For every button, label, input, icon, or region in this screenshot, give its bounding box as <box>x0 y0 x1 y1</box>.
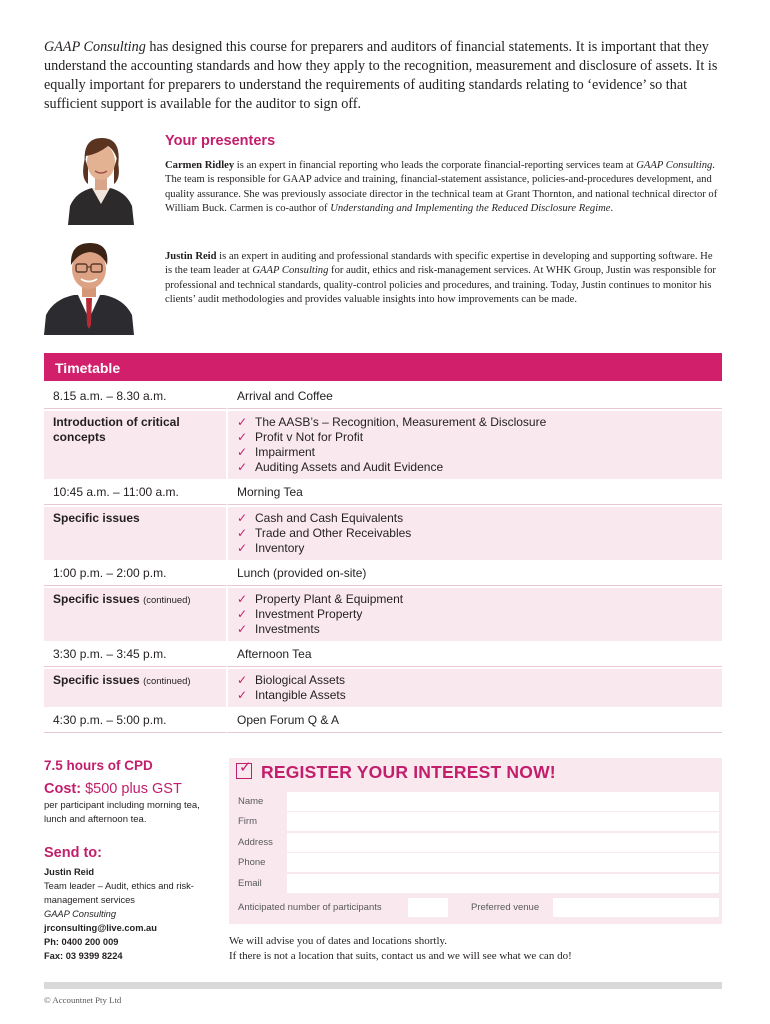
name-label: Name <box>238 796 264 807</box>
justin-bio-text-2: for audit, ethics and risk-management services. At WHK Group, Justin was responsible for professional and technical standards, quality-control policies and procedures, and training. Today, Justin continues to monitor his clients’ audit methodologies and provides valuable insights into how improvements can be made. <box>165 265 716 305</box>
justin-bio-text: is an expert in auditing and professional standards with specific expertise in developing and supporting software. He is the team leader at <box>165 251 713 277</box>
topic-text: Trade and Other Receivables <box>255 526 412 540</box>
topic-text: Profit v Not for Profit <box>255 430 364 444</box>
time-cell: 3:30 p.m. – 3:45 p.m. <box>44 643 226 667</box>
topic-item <box>237 541 714 556</box>
copyright: © Accountnet Pty Ltd <box>44 995 122 1005</box>
carmen-bio <box>165 159 720 216</box>
session-title-cell <box>44 588 226 641</box>
contact-role: Team leader – Audit, ethics and risk-management services <box>44 881 194 905</box>
course-info <box>44 758 214 963</box>
topic-item <box>237 511 714 526</box>
cost-label: Cost: <box>44 781 82 797</box>
topic-item <box>237 415 714 430</box>
topic-item <box>237 622 714 637</box>
address-field[interactable] <box>287 833 719 852</box>
timetable-table <box>44 383 722 735</box>
topic-item <box>237 460 714 475</box>
break-row <box>44 709 722 733</box>
session-note: (continued) <box>143 595 191 606</box>
carmen-bio-company: GAAP Consulting <box>636 160 713 171</box>
venue-label: Preferred venue <box>471 902 540 913</box>
break-row <box>44 385 722 409</box>
check-icon: ✓ <box>237 607 248 621</box>
presenters-heading: Your presenters <box>165 133 276 149</box>
check-icon: ✓ <box>237 592 248 606</box>
session-topics-cell <box>226 669 722 707</box>
activity-cell: Afternoon Tea <box>226 643 722 667</box>
activity-cell: Open Forum Q & A <box>226 709 722 733</box>
session-title: Specific issues <box>53 592 140 606</box>
contact-email[interactable]: jrconsulting@live.com.au <box>44 923 157 933</box>
timetable-header: Timetable <box>44 353 722 381</box>
register-title-text: REGISTER YOUR INTEREST NOW! <box>261 762 556 782</box>
firm-field[interactable] <box>287 812 719 831</box>
intro-paragraph <box>44 38 730 114</box>
register-title <box>236 759 556 783</box>
email-label: Email <box>238 878 262 889</box>
time-cell: 4:30 p.m. – 5:00 p.m. <box>44 709 226 733</box>
contact-phone: Ph: 0400 200 009 <box>44 937 119 947</box>
contact-fax: Fax: 03 9399 8224 <box>44 951 123 961</box>
session-title-cell <box>44 411 226 479</box>
location-note <box>229 934 729 964</box>
justin-reid-photo <box>44 235 134 335</box>
topic-text: Inventory <box>255 541 305 555</box>
cost-value: $500 plus GST <box>81 781 182 797</box>
contact-name: Justin Reid <box>44 867 95 877</box>
check-icon: ✓ <box>237 526 248 540</box>
check-icon: ✓ <box>237 445 248 459</box>
topic-text: Investments <box>255 622 320 636</box>
activity-cell: Morning Tea <box>226 481 722 505</box>
activity-cell: Lunch (provided on-site) <box>226 562 722 586</box>
topic-text: Intangible Assets <box>255 688 346 702</box>
topic-text: Investment Property <box>255 607 363 621</box>
check-icon: ✓ <box>237 430 248 444</box>
session-row <box>44 411 722 479</box>
topic-text: Biological Assets <box>255 673 346 687</box>
topic-item <box>237 688 714 703</box>
cost <box>44 781 214 797</box>
check-icon: ✓ <box>237 673 248 687</box>
carmen-bio-text-2: . The team is responsible for GAAP advice and training, financial-statement assistance, policies-and-procedures development, and quality assurance. She was previously associate director in the technical team at Grant Thornton, and national technical director of William Buck. Carmen is co-author of <box>165 160 718 214</box>
venue-field[interactable] <box>553 898 719 917</box>
session-row <box>44 507 722 560</box>
time-cell: 10:45 a.m. – 11:00 a.m. <box>44 481 226 505</box>
name-field[interactable] <box>287 792 719 811</box>
topic-item <box>237 430 714 445</box>
break-row <box>44 562 722 586</box>
check-icon: ✓ <box>237 541 248 555</box>
carmen-bio-text: is an expert in financial reporting who leads the corporate financial-reporting services team at <box>234 160 637 171</box>
contact-company: GAAP Consulting <box>44 909 117 919</box>
phone-field[interactable] <box>287 853 719 872</box>
checkmark-icon: ✓ <box>239 759 252 776</box>
time-cell: 8.15 a.m. – 8.30 a.m. <box>44 385 226 409</box>
topic-item <box>237 592 714 607</box>
break-row <box>44 643 722 667</box>
carmen-bio-end: . <box>610 202 614 214</box>
break-row <box>44 481 722 505</box>
carmen-book-title: Understanding and Implementing the Reduced Disclosure Regime <box>330 202 611 214</box>
session-topics-cell <box>226 507 722 560</box>
timetable-body <box>44 385 722 733</box>
location-note-line2: If there is not a location that suits, contact us and we will see what we can do! <box>229 950 572 962</box>
session-topics-cell <box>226 411 722 479</box>
carmen-name: Carmen Ridley <box>165 160 235 171</box>
carmen-ridley-photo <box>62 128 140 225</box>
intro-text: has designed this course for preparers and auditors of financial statements. It is important that they understand the accounting standards and how they apply to the recognition, measurement and disclosure of assets. It is equally important for preparers to understand the requirements of auditing standards relating to ‘evidence’ so that sufficient support is available for the auditor to sign off. <box>44 39 718 112</box>
address-label: Address <box>238 837 273 848</box>
check-icon: ✓ <box>237 688 248 702</box>
intro-company: GAAP Consulting <box>44 39 146 55</box>
session-title: Introduction of critical concepts <box>53 415 180 444</box>
checkbox-icon <box>236 759 252 779</box>
topic-text: Auditing Assets and Audit Evidence <box>255 460 444 474</box>
email-field[interactable] <box>287 874 719 893</box>
session-title: Specific issues <box>53 511 140 525</box>
participants-label: Anticipated number of participants <box>238 902 382 913</box>
session-note: (continued) <box>143 676 191 687</box>
topic-item <box>237 526 714 541</box>
check-icon: ✓ <box>237 460 248 474</box>
topic-item <box>237 607 714 622</box>
topic-text: Impairment <box>255 445 316 459</box>
check-icon: ✓ <box>237 511 248 525</box>
activity-cell: Arrival and Coffee <box>226 385 722 409</box>
topic-item <box>237 445 714 460</box>
cost-note: per participant including morning tea, lunch and afternoon tea. <box>44 800 200 825</box>
topic-text: Property Plant & Equipment <box>255 592 404 606</box>
check-icon: ✓ <box>237 415 248 429</box>
footer-divider <box>44 982 722 989</box>
location-note-line1: We will advise you of dates and locations shortly. <box>229 935 448 947</box>
send-to-heading: Send to: <box>44 845 102 861</box>
justin-bio-company: GAAP Consulting <box>252 265 329 277</box>
session-topics-cell <box>226 588 722 641</box>
justin-name: Justin Reid <box>165 251 217 262</box>
time-cell: 1:00 p.m. – 2:00 p.m. <box>44 562 226 586</box>
firm-label: Firm <box>238 816 257 827</box>
topic-item <box>237 673 714 688</box>
session-title-cell <box>44 507 226 560</box>
cpd-hours: 7.5 hours of CPD <box>44 758 153 773</box>
check-icon: ✓ <box>237 622 248 636</box>
contact-block <box>44 865 214 963</box>
topic-text: The AASB’s – Recognition, Measurement & Disclosure <box>255 415 547 429</box>
session-row <box>44 669 722 707</box>
justin-bio <box>165 250 720 307</box>
session-title: Specific issues <box>53 673 140 687</box>
topic-text: Cash and Cash Equivalents <box>255 511 404 525</box>
phone-label: Phone <box>238 857 266 868</box>
participants-field[interactable] <box>408 898 448 917</box>
session-row <box>44 588 722 641</box>
session-title-cell <box>44 669 226 707</box>
